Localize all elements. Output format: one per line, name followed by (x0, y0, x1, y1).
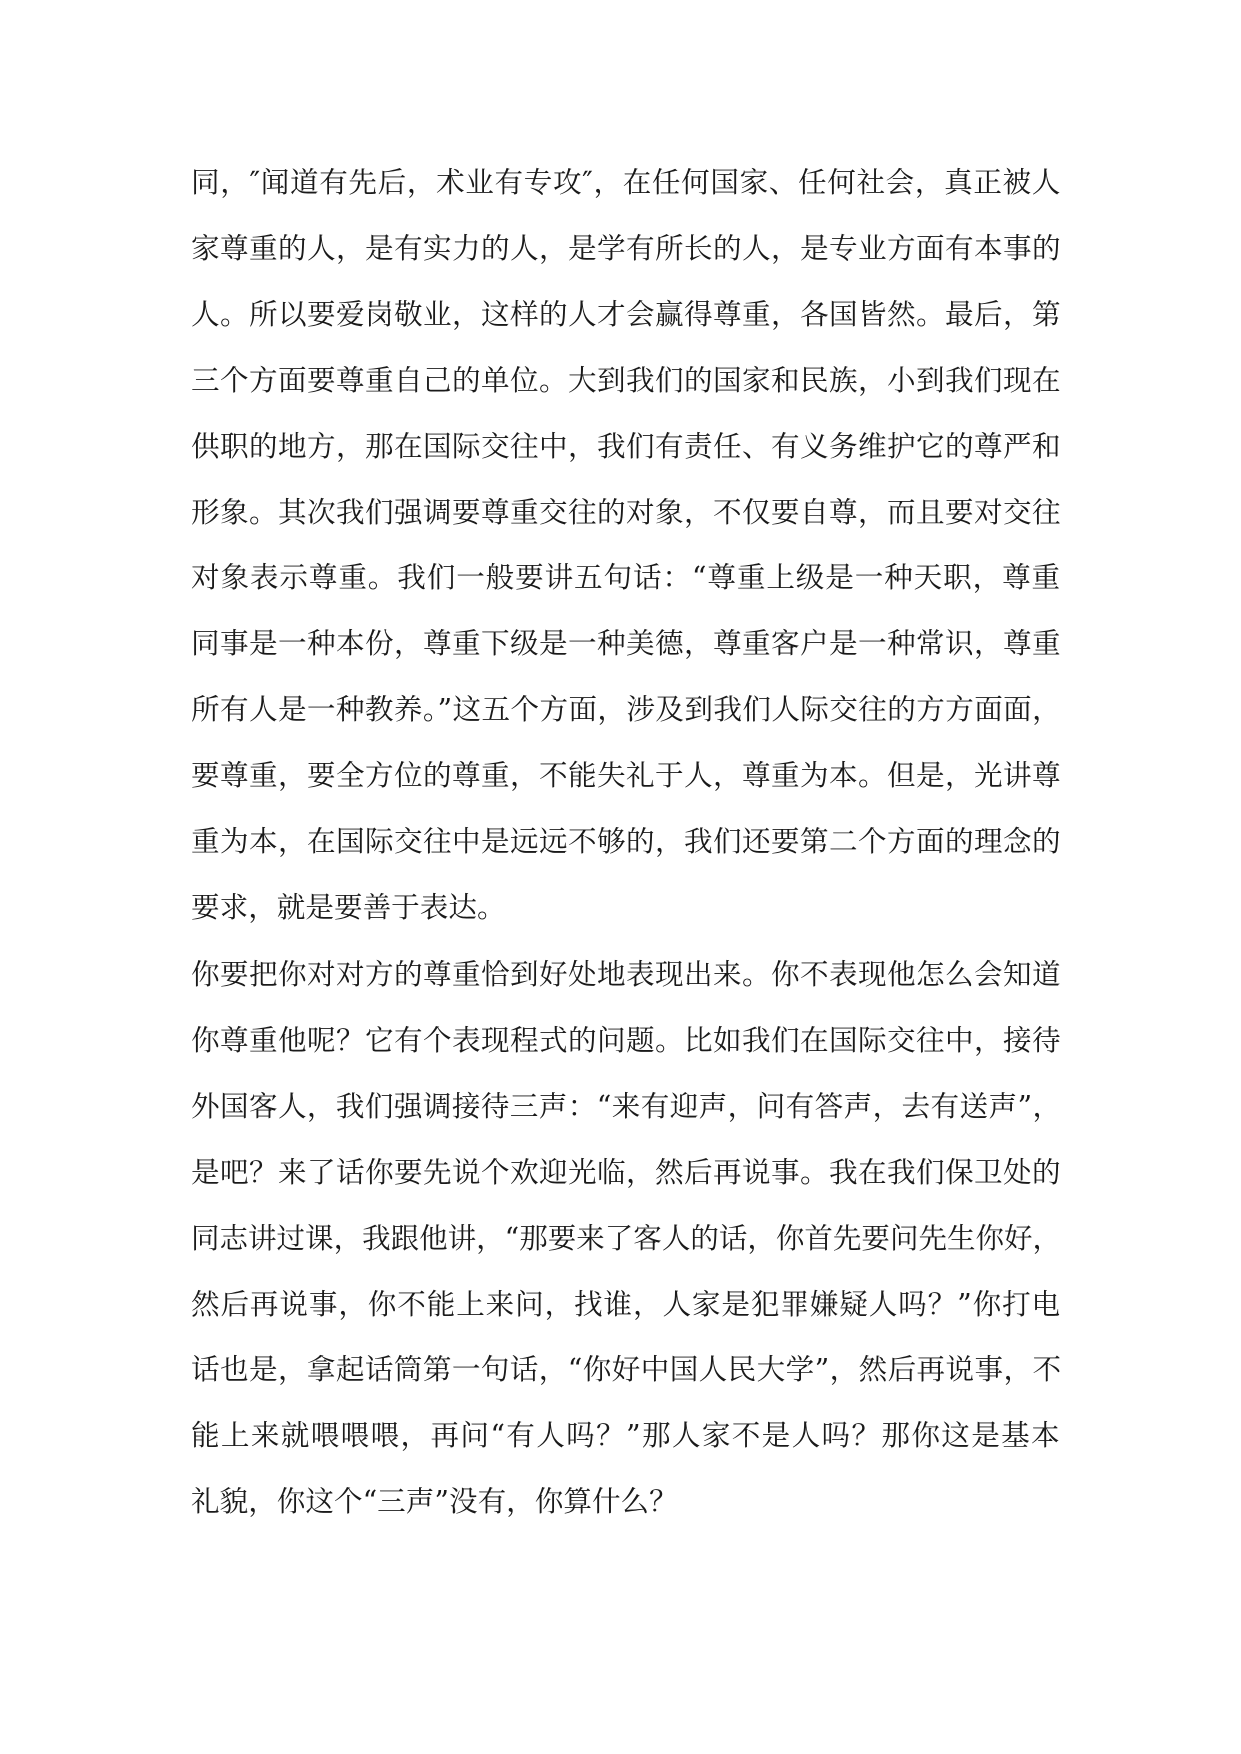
paragraph-expression (191, 942, 1061, 1535)
text-line: 礼貌，你这个“三声”没有，你算什么？ (191, 1484, 678, 1519)
text-line: 外国客人，我们强调接待三声：“来有迎声，问有答声，去有送声”， (191, 1088, 1062, 1123)
text-line: 所有人是一种教养。”这五个方面，涉及到我们人际交往的方方面面， (191, 692, 1062, 727)
text-line: 同志讲过课，我跟他讲，“那要来了客人的话，你首先要问先生你好， (191, 1221, 1062, 1255)
text-line: 形象。其次我们强调要尊重交往的对象，不仅要自尊，而且要对交往 (191, 494, 1061, 529)
text-line: 三个方面要尊重自己的单位。大到我们的国家和民族，小到我们现在 (191, 362, 1061, 397)
text-line: 能上来就喂喂喂，再问“有人吗？”那人家不是人吗？那你这是基本 (191, 1418, 1061, 1453)
text-line: 你要把你对对方的尊重恰到好处地表现出来。你不表现他怎么会知道 (191, 957, 1061, 991)
text-line: 话也是，拿起话筒第一句话，“你好中国人民大学”，然后再说事，不 (191, 1352, 1062, 1387)
text-line: 然后再说事，你不能上来问，找谁，人家是犯罪嫌疑人吗？”你打电 (191, 1286, 1061, 1321)
paragraph-respect (191, 150, 1061, 941)
text-line: 要求，就是要善于表达。 (191, 889, 506, 924)
text-line: 家尊重的人，是有实力的人，是学有所长的人，是专业方面有本事的 (191, 230, 1061, 265)
text-line: 要尊重，要全方位的尊重，不能失礼于人，尊重为本。但是，光讲尊 (191, 758, 1061, 793)
text-line: 重为本，在国际交往中是远远不够的，我们还要第二个方面的理念的 (191, 824, 1061, 859)
text-line: 是吧？来了话你要先说个欢迎光临，然后再说事。我在我们保卫处的 (191, 1154, 1061, 1189)
text-line: 人。所以要爱岗敬业，这样的人才会赢得尊重，各国皆然。最后，第 (191, 296, 1061, 331)
text-line: 对象表示尊重。我们一般要讲五句话：“尊重上级是一种天职，尊重 (191, 560, 1061, 595)
text-line: 供职的地方，那在国际交往中，我们有责任、有义务维护它的尊严和 (191, 428, 1061, 463)
text-line: 同事是一种本份，尊重下级是一种美德，尊重客户是一种常识，尊重 (191, 626, 1061, 661)
text-line: 同，″闻道有先后，术业有专攻″，在任何国家、任何社会，真正被人 (191, 165, 1061, 199)
text-line: 你尊重他呢？它有个表现程式的问题。比如我们在国际交往中，接待 (191, 1022, 1061, 1057)
